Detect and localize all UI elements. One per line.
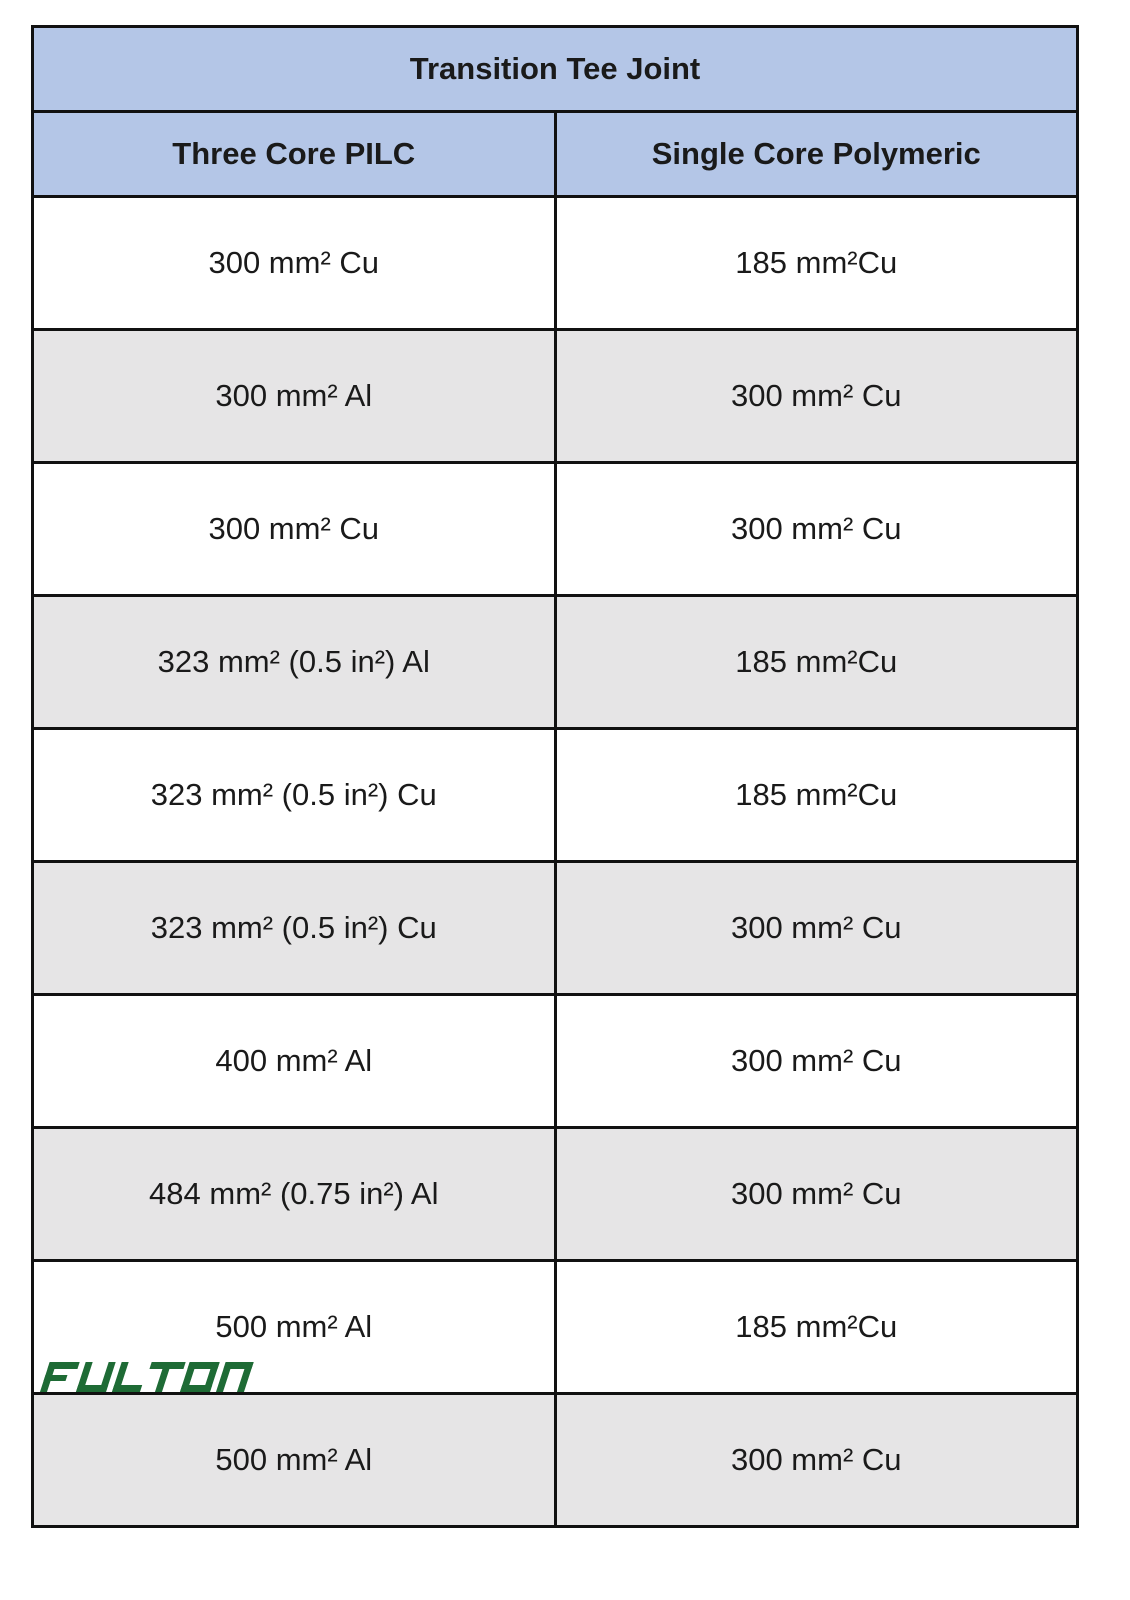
three-core-pilc-cell: 300 mm² Cu bbox=[33, 197, 556, 330]
table-title: Transition Tee Joint bbox=[33, 27, 1078, 112]
single-core-polymeric-cell: 300 mm² Cu bbox=[555, 1394, 1078, 1527]
table-row bbox=[33, 729, 1078, 862]
three-core-pilc-cell: 323 mm² (0.5 in²) Cu bbox=[33, 862, 556, 995]
three-core-pilc-cell: 400 mm² Al bbox=[33, 995, 556, 1128]
column-header-three-core-pilc: Three Core PILC bbox=[33, 112, 556, 197]
single-core-polymeric-cell: 185 mm²Cu bbox=[555, 729, 1078, 862]
three-core-pilc-cell: 323 mm² (0.5 in²) Cu bbox=[33, 729, 556, 862]
table-row bbox=[33, 596, 1078, 729]
column-header-row bbox=[33, 112, 1078, 197]
single-core-polymeric-cell: 300 mm² Cu bbox=[555, 330, 1078, 463]
table-title-row bbox=[33, 27, 1078, 112]
single-core-polymeric-cell: 300 mm² Cu bbox=[555, 862, 1078, 995]
single-core-polymeric-cell: 185 mm²Cu bbox=[555, 197, 1078, 330]
three-core-pilc-cell: 323 mm² (0.5 in²) Al bbox=[33, 596, 556, 729]
single-core-polymeric-cell: 300 mm² Cu bbox=[555, 463, 1078, 596]
single-core-polymeric-cell: 300 mm² Cu bbox=[555, 995, 1078, 1128]
three-core-pilc-cell: 500 mm² Al bbox=[33, 1394, 556, 1527]
table-row bbox=[33, 197, 1078, 330]
three-core-pilc-cell: 300 mm² Al bbox=[33, 330, 556, 463]
three-core-pilc-cell: 500 mm² Al bbox=[33, 1261, 556, 1394]
three-core-pilc-cell: 300 mm² Cu bbox=[33, 463, 556, 596]
table-row bbox=[33, 1128, 1078, 1261]
single-core-polymeric-cell: 300 mm² Cu bbox=[555, 1128, 1078, 1261]
transition-tee-joint-table bbox=[31, 25, 1079, 1528]
single-core-polymeric-cell: 185 mm²Cu bbox=[555, 1261, 1078, 1394]
table-row bbox=[33, 330, 1078, 463]
three-core-pilc-cell: 484 mm² (0.75 in²) Al bbox=[33, 1128, 556, 1261]
table-row bbox=[33, 862, 1078, 995]
table-row bbox=[33, 995, 1078, 1128]
column-header-single-core-polymeric: Single Core Polymeric bbox=[555, 112, 1078, 197]
table-row bbox=[33, 463, 1078, 596]
fulton-logo bbox=[37, 1358, 257, 1396]
transition-tee-joint-table-container bbox=[31, 25, 1079, 1528]
table-row bbox=[33, 1394, 1078, 1527]
single-core-polymeric-cell: 185 mm²Cu bbox=[555, 596, 1078, 729]
